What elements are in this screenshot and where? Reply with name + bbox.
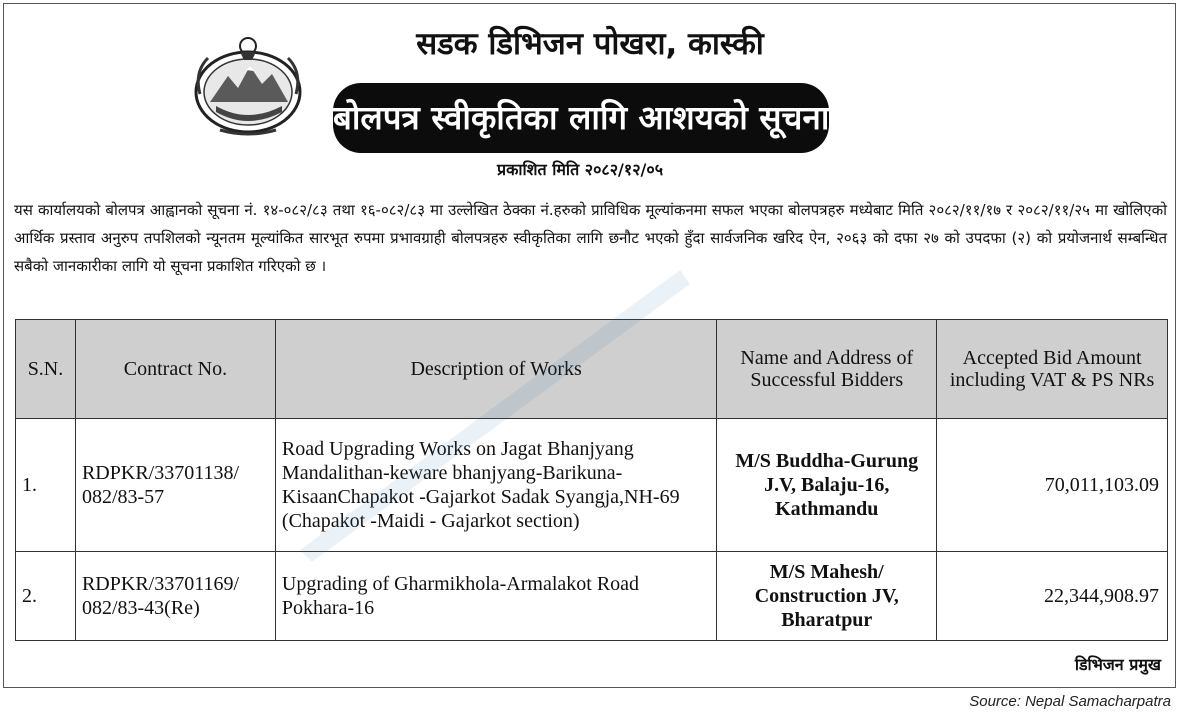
cell-bidder: M/S Mahesh/ Construction JV, Bharatpur <box>717 552 937 641</box>
notice-paragraph: यस कार्यालयको बोलपत्र आह्वानको सूचना नं. १४-०८२/८३ तथा १६-०८२/८३ मा उल्लेखित ठेक्का नं.हरुको प्राविधिक मूल्यांकनमा सफल भएका बोलपत्रहरु मध्येबाट मिति २०८२/११/१७ र २०८२/११/२५ मा खोलिएको आर्थिक प्रस्ताव अनुरुप तपशिलको न्यूनतम मूल्यांकित सारभूत रुपमा प्रभावग्राही बोलपत्रहरु स्वीकृतिका लागि छनौट भएको हुँदा सार्वजनिक खरिद ऐन, २०६३ को दफा २७ को उपदफा (२) को प्रयोजनार्थ सम्बन्धित सबैको जानकारीका लागि यो सूचना प्रकाशित गरिएको छ । <box>14 201 1167 275</box>
header-contract-no: Contract No. <box>75 320 275 419</box>
cell-bidder: M/S Buddha-Gurung J.V, Balaju-16, Kathmandu <box>717 419 937 552</box>
header-description: Description of Works <box>275 320 716 419</box>
header-sn: S.N. <box>16 320 76 419</box>
cell-description: Road Upgrading Works on Jagat Bhanjyang Mandalithan-keware bhanjyang-Barikuna-KisaanChapakot -Gajarkot Sadak Syangja,NH-69 (Chapakot -Maidi - Gajarkot section) <box>275 419 716 552</box>
cell-amount: 22,344,908.97 <box>937 552 1168 641</box>
cell-contract-no: RDPKR/33701138/ 082/83-57 <box>75 419 275 552</box>
accepted-bids-table <box>15 319 1168 641</box>
table-row <box>16 552 1168 641</box>
published-date: प्रकाशित मिति २०८२/१२/०५ <box>496 160 664 179</box>
table-row <box>16 419 1168 552</box>
table-header-row <box>16 320 1168 419</box>
cell-sn: 2. <box>16 552 76 641</box>
office-name: सडक डिभिजन पोखरा, कास्की <box>416 26 764 62</box>
header-amount: Accepted Bid Amount including VAT & PS NRs <box>937 320 1168 419</box>
signature: डिभिजन प्रमुख <box>1074 655 1161 674</box>
cell-sn: 1. <box>16 419 76 552</box>
cell-description: Upgrading of Gharmikhola-Armalakot Road Pokhara-16 <box>275 552 716 641</box>
source-credit: Source: Nepal Samacharpatra <box>969 693 1171 710</box>
cell-contract-no: RDPKR/33701169/ 082/83-43(Re) <box>75 552 275 641</box>
notice-title-banner: बोलपत्र स्वीकृतिका लागि आशयको सूचना <box>333 83 829 153</box>
nepal-government-emblem-icon <box>190 32 306 138</box>
header-bidder: Name and Address of Successful Bidders <box>717 320 937 419</box>
cell-amount: 70,011,103.09 <box>937 419 1168 552</box>
